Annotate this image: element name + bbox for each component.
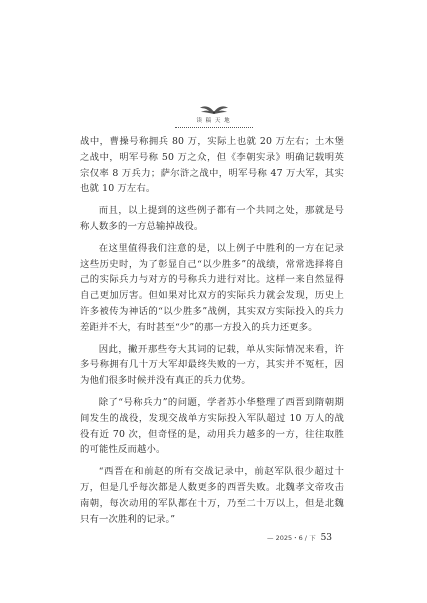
page-number: 53: [320, 533, 333, 543]
paragraph: 除了“号称兵力”的问题，学者苏小华整理了西晋到隋朝期间发生的战役，发现交战单方实际投入军队超过 10 万人的战役有近 70 次，但奇怪的是，动用兵力越多的一方，往往取胜的可能性反而越小。: [80, 396, 344, 456]
column-title: 读 稿 天 地: [196, 118, 231, 124]
article-body: [80, 134, 344, 533]
paragraph-continued: 战中，曹操号称拥兵 80 万，实际上也就 20 万左右；土木堡之战中，明军号称 50 万之众，但《李朝实录》明确记载明英宗仅率 8 万兵力；萨尔浒之战中，明军号称 47 万大军，其实也就 10 万左右。: [80, 136, 344, 195]
paragraph: 因此，撇开那些夸大其词的记载，单从实际情况来看，许多号称拥有几十万大军却最终失败的一方，其实并不冤枉，因为他们很多时候并没有真正的兵力优势。: [80, 343, 344, 387]
header-dotted-divider: [175, 127, 253, 128]
paragraph: 而且，以上提到的这些例子都有一个共同之处，那就是号称人数多的一方总输掉战役。: [80, 205, 344, 232]
paragraph: 在这里值得我们注意的是，以上例子中胜利的一方在记录这些历史时，为了彰显自己“以少胜多”的战绩，常常选择将自己的实际兵力与对方的号称兵力进行对比。这样一来自然显得自己更加厉害。但如果对比双方的实际兵力就会发现，历史上许多被传为神话的“以少胜多”战例，其实双方实际投入的兵力差距并不大，有时甚至“少”的那一方投入的兵力还更多。: [80, 242, 344, 333]
column-header: [0, 104, 427, 128]
issue-label: — 2025・6 / 下: [267, 534, 316, 542]
page-footer: [267, 533, 347, 545]
quote-paragraph: “西晋在和前赵的所有交战记录中，前赵军队很少超过十万，但是几乎每次都是人数更多的西晋失败。北魏孝文帝攻击南朝，每次动用的军队都在十万，乃至二十万以上，但是北魏只有一次胜利的记录。”: [80, 466, 344, 525]
wings-emblem-icon: [199, 104, 229, 116]
